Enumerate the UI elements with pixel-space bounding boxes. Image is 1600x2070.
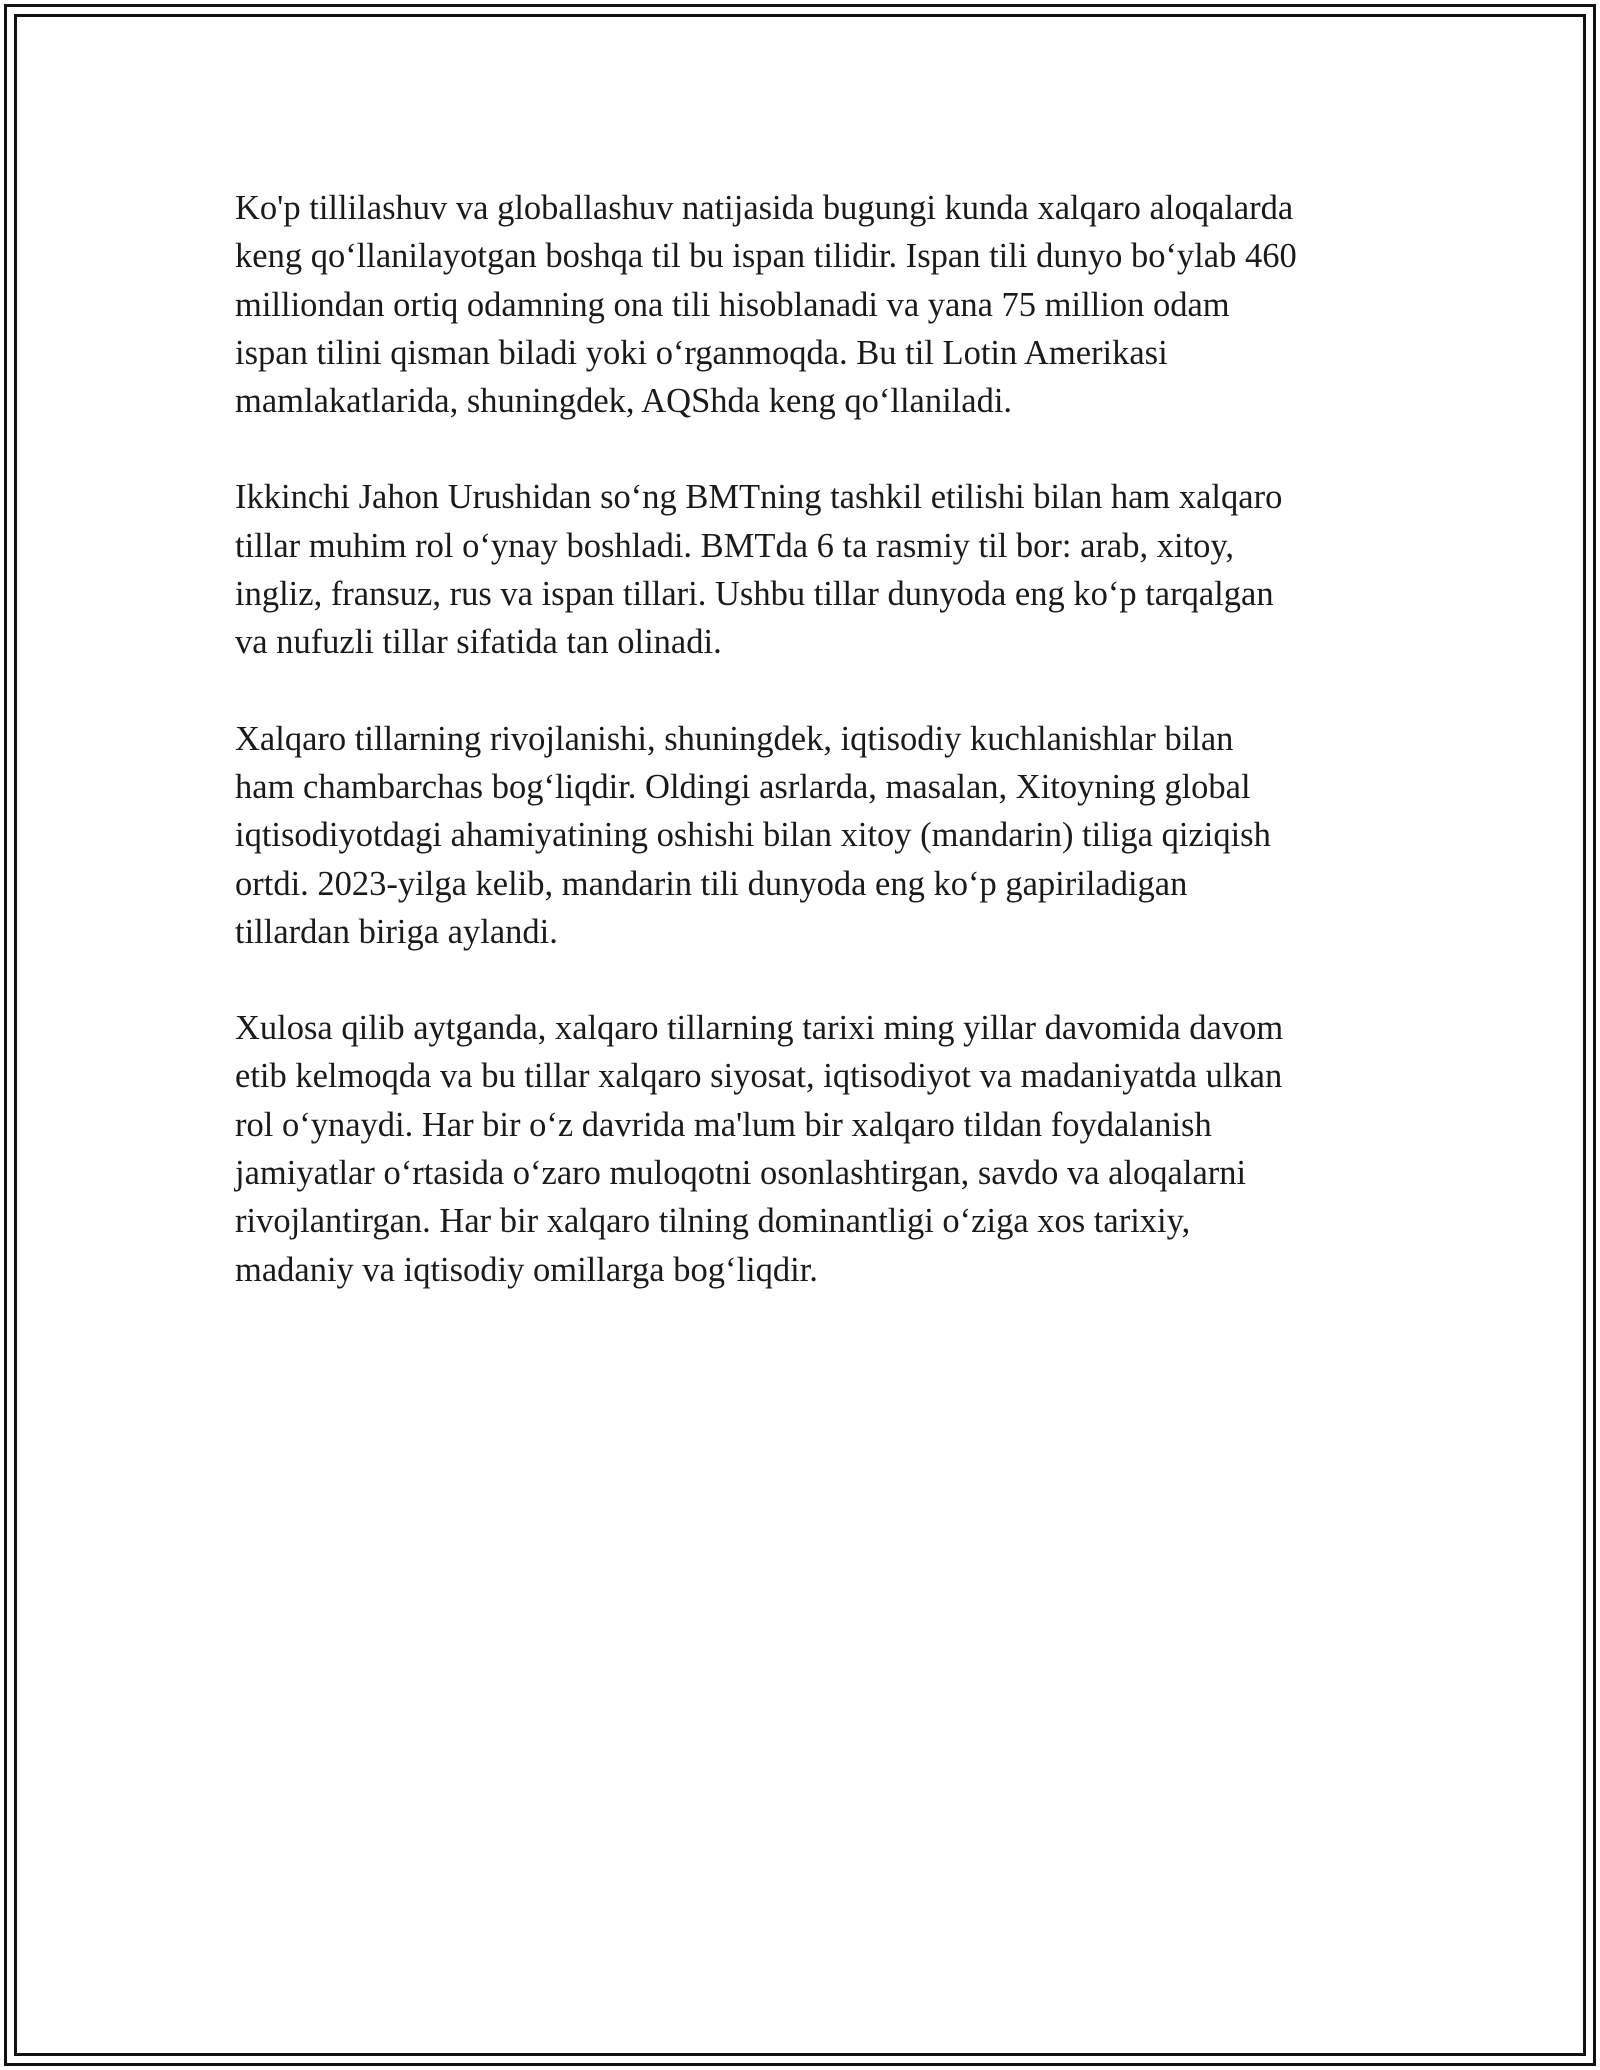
text-line: tillardan biriga aylandi. — [235, 912, 558, 951]
paragraph-conclusion — [235, 1004, 1385, 1294]
text-line: Ikkinchi Jahon Urushidan so‘ng BMTning tashkil etilishi bilan ham xalqaro — [235, 478, 1283, 517]
text-line: etib kelmoqda va bu tillar xalqaro siyosat, iqtisodiyot va madaniyatda ulkan — [235, 1057, 1283, 1096]
paragraph-economic-factors — [235, 715, 1385, 956]
text-line: ortdi. 2023-yilga kelib, mandarin tili dunyoda eng ko‘p gapiriladigan — [235, 864, 1188, 903]
text-line: madaniy va iqtisodiy omillarga bog‘liqdir. — [235, 1250, 818, 1289]
text-line: rivojlantirgan. Har bir xalqaro tilning dominantligi o‘ziga xos tarixiy, — [235, 1202, 1191, 1241]
text-line: ingliz, fransuz, rus va ispan tillari. Ushbu tillar dunyoda eng ko‘p tarqalgan — [235, 575, 1274, 614]
text-line: Ko'p tillilashuv va globallashuv natijasida bugungi kunda xalqaro aloqalarda — [235, 189, 1294, 227]
text-line: milliondan ortiq odamning ona tili hisoblanadi va yana 75 million odam — [235, 285, 1230, 324]
text-line: Xulosa qilib aytganda, xalqaro tillarning tarixi ming yillar davomida davom — [235, 1009, 1284, 1048]
paragraph-un-languages — [235, 473, 1385, 666]
text-line: jamiyatlar o‘rtasida o‘zaro muloqotni osonlashtirgan, savdo va aloqalarni — [235, 1154, 1247, 1193]
text-line: ispan tilini qisman biladi yoki o‘rganmoqda. Bu til Lotin Amerikasi — [235, 333, 1168, 372]
text-line: va nufuzli tillar sifatida tan olinadi. — [235, 623, 722, 662]
document-body — [235, 184, 1385, 1342]
text-line: Xalqaro tillarning rivojlanishi, shuningdek, iqtisodiy kuchlanishlar bilan — [235, 719, 1234, 758]
text-line: keng qo‘llanilayotgan boshqa til bu ispan tilidir. Ispan tili dunyo bo‘ylab 460 — [235, 237, 1297, 276]
text-line: rol o‘ynaydi. Har bir o‘z davrida ma'lum bir xalqaro tildan foydalanish — [235, 1105, 1212, 1144]
text-line: ham chambarchas bog‘liqdir. Oldingi asrlarda, masalan, Xitoyning global — [235, 767, 1251, 806]
text-line: mamlakatlarida, shuningdek, AQShda keng qo‘llaniladi. — [235, 382, 1013, 421]
paragraph-spanish-language — [235, 184, 1385, 425]
text-line: tillar muhim rol o‘ynay boshladi. BMTda 6 ta rasmiy til bor: arab, xitoy, — [235, 526, 1235, 565]
text-line: iqtisodiyotdagi ahamiyatining oshishi bilan xitoy (mandarin) tiliga qiziqish — [235, 816, 1271, 855]
